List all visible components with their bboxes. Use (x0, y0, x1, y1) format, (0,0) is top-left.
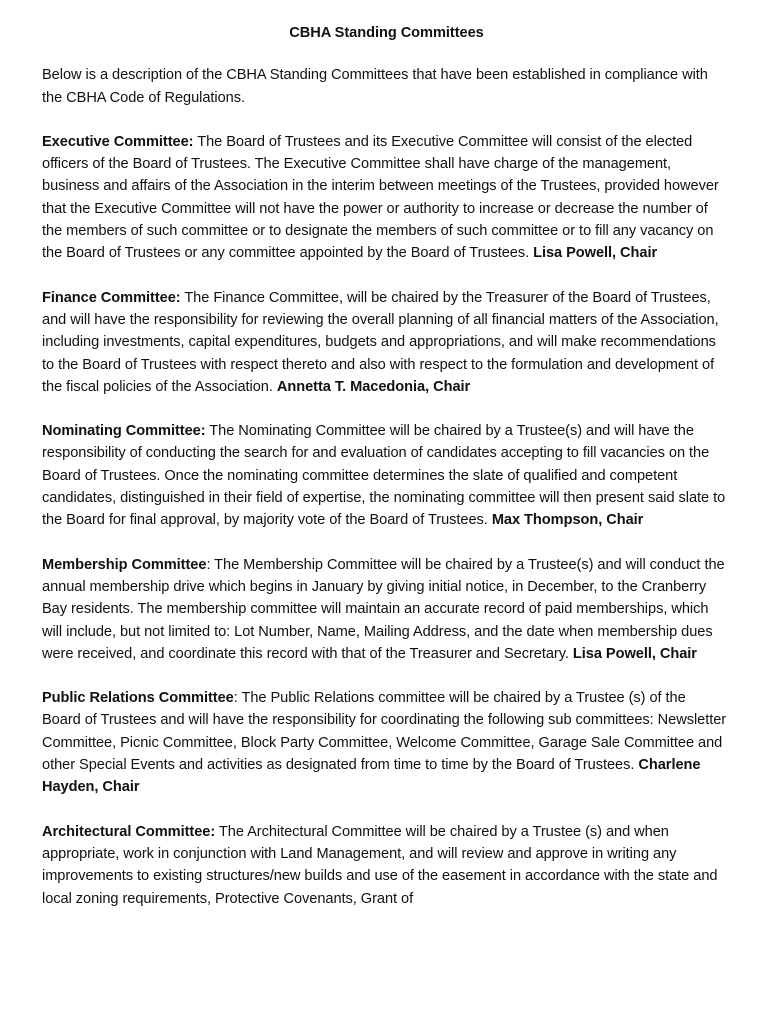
committee-paragraph-public-relations (42, 687, 727, 798)
committee-body: : The Membership Committee will be chaired by a Trustee(s) and will conduct the annual membership drive which begins in January by giving initial notice, in December, to the Cranberry Bay residents. The membership committee will maintain an accurate record of paid memberships, which will include, but not limited to: Lot Number, Name, Mailing Address, and the date when membership dues were received, and coordinate this record with that of the Treasurer and Secretary. (42, 556, 725, 662)
committee-body: The Board of Trustees and its Executive Committee will consist of the elected officers of the Board of Trustees. The Executive Committee shall have charge of the management, business and affairs of the Association in the interim between meetings of the Trustees, provided however that the Executive Committee will not have the power or authority to increase or decrease the number of the members of such committee or to designate the members of such committee or to fill any vacancy on the Board of Trustees or any committee appointed by the Board of Trustees. (42, 133, 719, 262)
committee-heading: Membership Committee (42, 556, 207, 573)
committee-body: The Finance Committee, will be chaired by the Treasurer of the Board of Trustees, and will have the responsibility for reviewing the overall planning of all financial matters of the Association, including investments, capital expenditures, budgets and appropriations, and will make recommendations to the Board of Trustees with respect thereto and also with respect to the formulation and development of the fiscal policies of the Association. (42, 289, 719, 395)
document-title: CBHA Standing Committees (289, 25, 484, 41)
committee-paragraph-membership (42, 554, 727, 665)
intro-paragraph: Below is a description of the CBHA Standing Committees that have been established in compliance with the CBHA Code of Regulations. (42, 67, 708, 106)
committee-heading: Executive Committee: (42, 133, 194, 150)
committee-paragraph-executive (42, 131, 727, 265)
committee-heading: Finance Committee: (42, 289, 181, 306)
committee-body: The Architectural Committee will be chaired by a Trustee (s) and when appropriate, work in conjunction with Land Management, and will review and approve in writing any improvements to existing structures/new builds and use of the easement in accordance with the state and local zoning requirements, Protective Covenants, Grant of (42, 823, 718, 907)
committee-heading: Nominating Committee: (42, 423, 206, 440)
committee-heading: Architectural Committee: (42, 823, 216, 840)
committee-paragraph-finance (42, 287, 727, 398)
committee-heading: Public Relations Committee (42, 690, 234, 707)
committee-paragraph-nominating (42, 420, 727, 531)
committee-body: The Nominating Committee will be chaired by a Trustee(s) and will have the responsibility of conducting the search for and evaluation of candidates accepting to fill vacancies on the Board of Trustees. Once the nominating committee determines the slate of qualified and competent candidates, distinguished in their field of expertise, the nominating committee will then present said slate to the Board for final approval, by majority vote of the Board of Trustees. (42, 423, 726, 529)
committee-chair: Lisa Powell, Chair (533, 245, 658, 262)
committee-paragraph-architectural (42, 821, 727, 910)
committee-chair: Lisa Powell, Chair (572, 645, 697, 662)
committee-chair: Annetta T. Macedonia, Chair (276, 378, 471, 395)
committee-chair: Charlene Hayden, Chair (42, 757, 701, 796)
committee-body: : The Public Relations committee will be chaired by a Trustee (s) of the Board of Trustees and will have the responsibility for coordinating the following sub committees: Newsletter Committee, Picnic Committee, Block Party Committee, Welcome Committee, Garage Sale Committee and other Special Events and activities as designated from time to time by the Board of Trustees. (42, 690, 727, 774)
committee-chair: Max Thompson, Chair (491, 512, 644, 529)
